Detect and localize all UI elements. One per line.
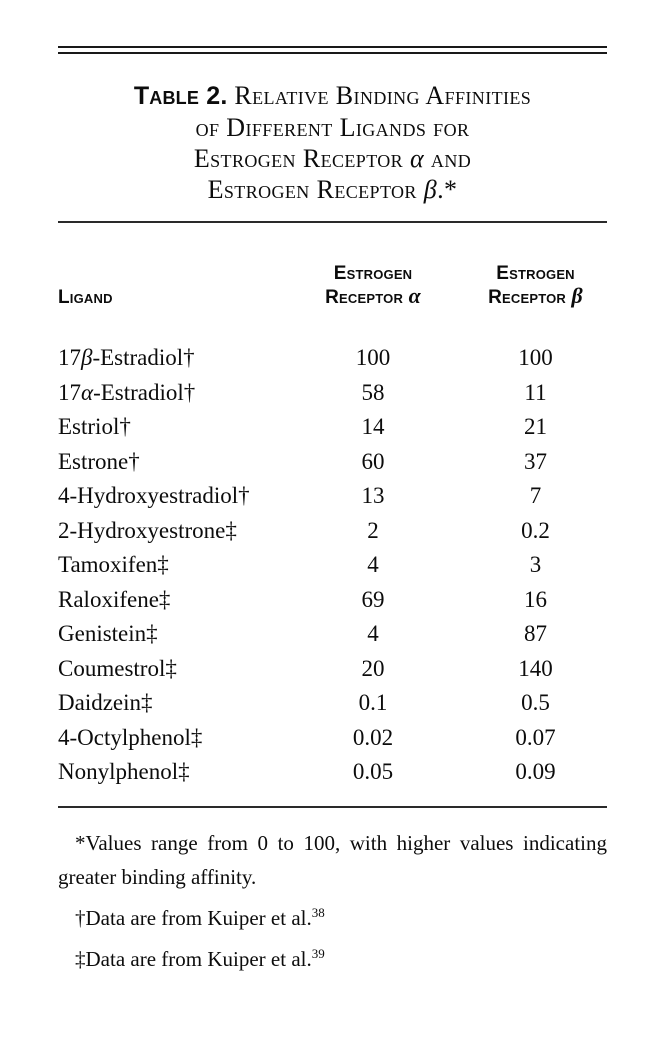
table-row bbox=[58, 410, 607, 445]
table-row bbox=[58, 445, 607, 480]
column-header-ligand: Ligand bbox=[58, 287, 113, 308]
ligand-cell: 2-Hydroxyestrone‡ bbox=[58, 517, 237, 543]
er-alpha-value-cell: 69 bbox=[361, 586, 385, 612]
ligand-cell: 17β-Estradiol† bbox=[58, 345, 195, 370]
ligand-cell: Genistein‡ bbox=[58, 621, 158, 646]
table-title-line-4: Estrogen Receptor β.* bbox=[207, 175, 458, 204]
ligand-cell: Estrone† bbox=[58, 448, 140, 474]
binding-affinity-table bbox=[58, 263, 607, 790]
er-beta-value-cell: 37 bbox=[524, 448, 547, 474]
er-beta-value-cell: 87 bbox=[524, 621, 547, 646]
table-row bbox=[58, 479, 607, 514]
er-alpha-value-cell: 0.1 bbox=[358, 690, 388, 715]
ligand-cell: Raloxifene‡ bbox=[58, 586, 171, 612]
table-row bbox=[58, 652, 607, 687]
ligand-cell: Tamoxifen‡ bbox=[58, 552, 169, 577]
er-beta-value-cell: 140 bbox=[518, 655, 553, 681]
table-row bbox=[58, 686, 607, 721]
ligand-cell: Estriol† bbox=[58, 414, 131, 439]
er-beta-value-cell: 0.09 bbox=[515, 759, 556, 784]
table-body bbox=[58, 341, 607, 790]
er-beta-value-cell: 0.5 bbox=[521, 690, 550, 715]
er-alpha-value-cell: 4 bbox=[367, 552, 379, 577]
er-beta-value-cell: 16 bbox=[524, 586, 547, 612]
er-beta-value-cell: 100 bbox=[518, 345, 553, 370]
er-alpha-value-cell: 0.02 bbox=[352, 724, 394, 750]
top-double-rule bbox=[58, 46, 607, 54]
ligand-cell: 17α-Estradiol† bbox=[58, 379, 196, 405]
ligand-cell: 4-Octylphenol‡ bbox=[58, 724, 203, 750]
ligand-cell: Coumestrol‡ bbox=[58, 655, 177, 681]
column-header-er-alpha: Estrogen Receptor α bbox=[325, 263, 421, 308]
er-alpha-value-cell: 60 bbox=[361, 448, 385, 474]
table-row bbox=[58, 548, 607, 583]
table-title-line-2: of Different Ligands for bbox=[195, 113, 470, 142]
er-alpha-value-cell: 58 bbox=[361, 379, 385, 405]
er-alpha-value-cell: 4 bbox=[367, 621, 379, 646]
table-number-label: Table 2. bbox=[133, 82, 228, 110]
table-row bbox=[58, 514, 607, 549]
ligand-cell: Daidzein‡ bbox=[58, 690, 153, 715]
er-alpha-value-cell: 100 bbox=[355, 345, 391, 370]
table-row bbox=[58, 341, 607, 376]
er-alpha-value-cell: 14 bbox=[361, 414, 385, 439]
ligand-cell: 4-Hydroxyestradiol† bbox=[58, 483, 250, 508]
footnote-dagger: †Data are from Kuiper et al.$^{38}$ bbox=[75, 904, 325, 930]
title-separator-rule bbox=[58, 221, 607, 223]
er-beta-value-cell: 21 bbox=[524, 414, 547, 439]
table-header-row bbox=[58, 263, 607, 309]
er-beta-value-cell: 7 bbox=[529, 483, 542, 508]
table-title bbox=[58, 80, 607, 205]
er-beta-value-cell: 0.07 bbox=[515, 724, 556, 750]
er-beta-value-cell: 3 bbox=[529, 552, 542, 577]
table-footnotes bbox=[58, 826, 607, 976]
table-title-line-1 bbox=[58, 80, 607, 112]
table-row bbox=[58, 755, 607, 790]
reference-39: 39 bbox=[311, 945, 325, 961]
er-alpha-value-cell: 13 bbox=[361, 483, 385, 508]
er-alpha-value-cell: 0.05 bbox=[352, 759, 394, 784]
table-title-line-3: Estrogen Receptor α and bbox=[193, 144, 472, 173]
er-alpha-value-cell: 20 bbox=[361, 655, 385, 681]
ligand-cell: Nonylphenol‡ bbox=[58, 759, 190, 784]
footnote-double-dagger: ‡Data are from Kuiper et al.$^{39}$ bbox=[75, 945, 325, 971]
column-header-er-beta: Estrogen Receptor β bbox=[488, 263, 583, 308]
footnote-values-range: *Values range from 0 to 100, with higher values indicating greater binding affinity. bbox=[58, 830, 607, 889]
journal-table-page bbox=[58, 46, 607, 976]
er-alpha-value-cell: 2 bbox=[367, 517, 379, 543]
table-title-text: Relative Binding Affinities bbox=[234, 81, 532, 110]
reference-38: 38 bbox=[311, 904, 325, 920]
er-beta-value-cell: 11 bbox=[524, 379, 547, 405]
table-bottom-rule bbox=[58, 806, 607, 808]
table-row bbox=[58, 617, 607, 652]
table-row bbox=[58, 583, 607, 618]
table-row bbox=[58, 376, 607, 411]
table-row bbox=[58, 721, 607, 756]
er-beta-value-cell: 0.2 bbox=[521, 517, 550, 543]
